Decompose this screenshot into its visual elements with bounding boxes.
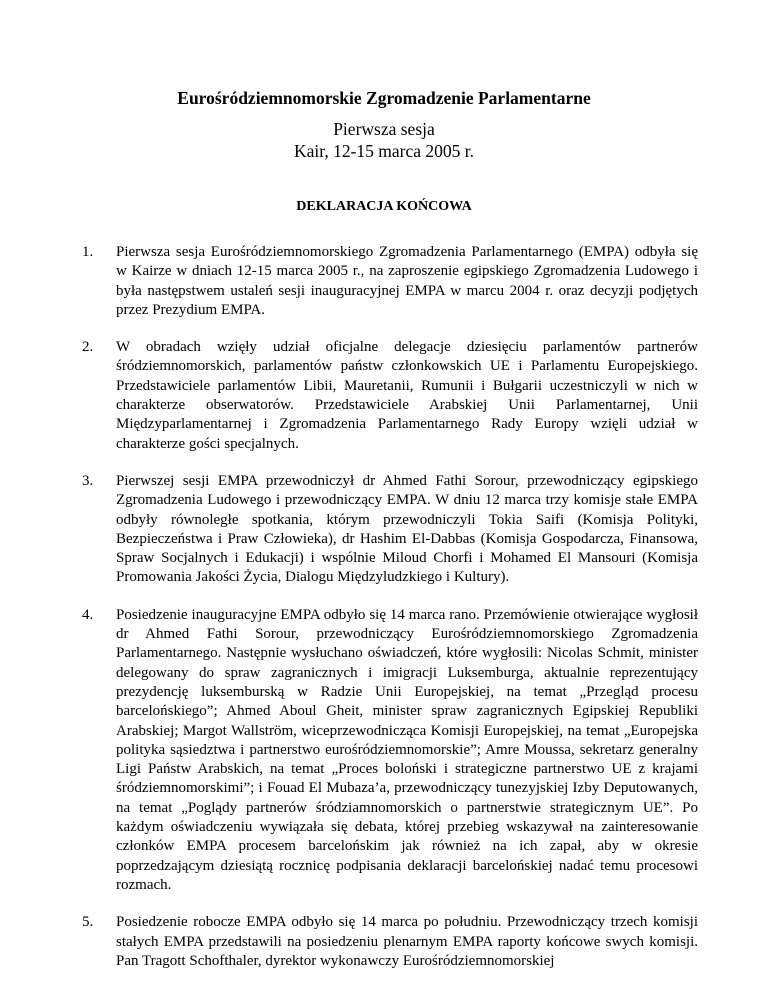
declaration-title: DEKLARACJA KOŃCOWA (296, 199, 472, 214)
paragraph-3 (82, 472, 698, 588)
paragraph-number: 4. (82, 606, 94, 623)
session-place-date: Kair, 12-15 marca 2005 r. (293, 141, 475, 161)
organization-title: Eurośródziemnomorskie Zgromadzenie Parlamentarne (177, 88, 591, 108)
paragraph-4 (82, 606, 698, 895)
paragraph-1 (82, 243, 698, 320)
paragraph-number: 5. (82, 914, 94, 931)
paragraph-text: Posiedzenie inauguracyjne EMPA odbyło się 14 marca rano. Przemówienie otwierające wygłosił dr Ahmed Fathi Sorour, przewodniczący Eurośródziemnomorskiego Zgromadzenia Parlamentarnego. Następnie wysłuchano oświadczeń, które wygłosili: Nicolas Schmit, minister delegowany do spraw zagranicznych i imigracji Luksemburga, aktualnie reprezentujący prezydencję luksemburską w Radzie Unii Europejskiej, na temat „Przegląd procesu barcelońskiego”; Ahmed Aboul Gheit, minister spraw zagranicznych Egipskiej Republiki Arabskiej; Margot Wallström, wiceprzewodnicząca Komisji Europejskiej, na temat „Europejska polityka sąsiedztwa i partnerstwo eurośródziemnomorskie”; Amre Moussa, sekretarz generalny Ligi Państw Arabskich, na temat „Proces boloński i strategiczne partnerstwo UE z krajami śródziemnomorskimi”; i Fouad El Mubaza’a, przewodniczący tunezyjskiej Izby Deputowanych, na temat „Poglądy partnerów śródziamnomorskich o partnerstwie strategicznym UE”. Po każdym oświadczeniu wywiązała się debata, której przebieg wskazywał na zainteresowanie członków EMPA procesem barcelońskim jak również na ich zapał, aby w okresie poprzedzającym dziesiątą rocznicę podpisania deklaracji barcelońskiej nadać temu procesowi rozmach. (116, 606, 698, 893)
paragraph-2 (82, 338, 698, 454)
session-info (0, 118, 768, 162)
paragraph-number: 1. (82, 244, 94, 260)
paragraph-number: 2. (82, 339, 94, 356)
paragraph-5 (82, 913, 698, 971)
paragraph-text: W obradach wzięły udział oficjalne delegacje dziesięciu parlamentów partnerów śródziemnomorskich, parlamentów państw członkowskich UE i Parlamentu Europejskiego. Przedstawiciele parlamentów Libii, Mauretanii, Rumunii i Bułgarii uczestniczyli w nich w charakterze obserwatorów. Przedstawiciele Arabskiej Unii Parlamentarnej, Unii Międzyparlamentarnej i Zgromadzenia Parlamentarnego Rady Europy wzięli udział w charakterze gości specjalnych. (116, 339, 698, 452)
paragraph-number: 3. (82, 472, 94, 489)
paragraph-text: Pierwsza sesja Eurośródziemnomorskiego Zgromadzenia Parlamentarnego (EMPA) odbyła się w Kairze w dniach 12-15 marca 2005 r., na zaproszenie egipskiego Zgromadzenia Ludowego i była następstwem ustaleń sesji inauguracyjnej EMPA w marcu 2004 r. oraz decyzji podjętych przez Prezydium EMPA. (116, 244, 698, 318)
session-name: Pierwsza sesja (333, 119, 435, 139)
paragraph-text: Posiedzenie robocze EMPA odbyło się 14 marca po południu. Przewodniczący trzech komisji stałych EMPA przedstawili na posiedzeniu plenarnym EMPA raporty końcowe swych komisji. Pan Tragott Schofthaler, dyrektor wykonawczy Eurośródziemnomorskiej (116, 914, 698, 969)
paragraph-list (82, 243, 698, 989)
paragraph-text: Pierwszej sesji EMPA przewodniczył dr Ahmed Fathi Sorour, przewodniczący egipskiego Zgromadzenia Ludowego i przewodniczący EMPA. W dniu 12 marca trzy komisje stałe EMPA odbyły równoległe spotkania, którym przewodniczyli Tokia Saifi (Komisja Polityki, Bezpieczeństwa i Praw Człowieka), dr Hashim El-Dabbas (Komisja Gospodarcza, Finansowa, Spraw Socjalnych i Edukacji) i wspólnie Miloud Chorfi i Mohamed El Mansouri (Komisja Promowania Jakości Życia, Dialogu Międzyludzkiego i Kultury). (116, 472, 698, 586)
